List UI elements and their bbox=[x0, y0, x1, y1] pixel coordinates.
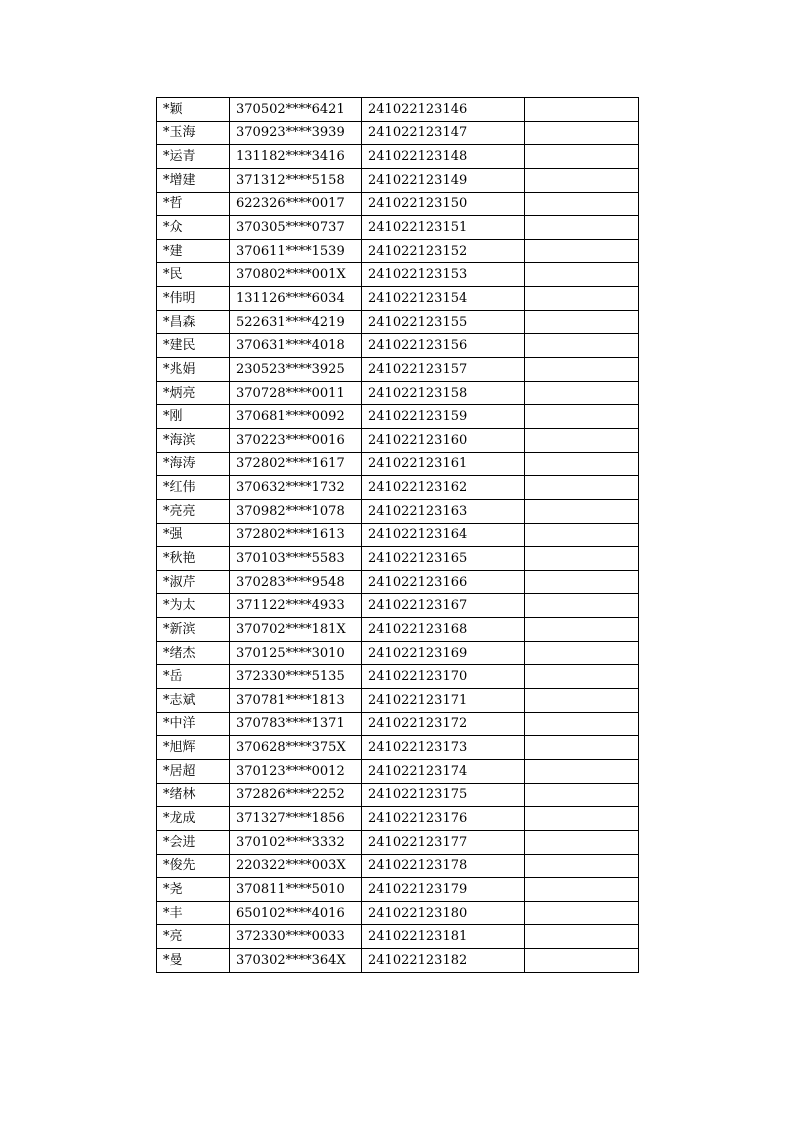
table-row bbox=[157, 476, 639, 500]
id-number-cell: 370125****3010 bbox=[230, 641, 362, 665]
name-cell: *岳 bbox=[157, 665, 230, 689]
serial-number-cell: 241022123157 bbox=[362, 358, 525, 382]
table-row bbox=[157, 641, 639, 665]
id-number-cell: 370702****181X bbox=[230, 618, 362, 642]
table-row bbox=[157, 547, 639, 571]
blank-cell bbox=[525, 925, 639, 949]
serial-number-cell: 241022123153 bbox=[362, 263, 525, 287]
blank-cell bbox=[525, 239, 639, 263]
serial-number-cell: 241022123150 bbox=[362, 192, 525, 216]
name-cell: *志斌 bbox=[157, 689, 230, 713]
id-number-cell: 370783****1371 bbox=[230, 712, 362, 736]
blank-cell bbox=[525, 168, 639, 192]
serial-number-cell: 241022123179 bbox=[362, 878, 525, 902]
serial-number-cell: 241022123163 bbox=[362, 499, 525, 523]
table-row bbox=[157, 263, 639, 287]
blank-cell bbox=[525, 263, 639, 287]
name-cell: *昌森 bbox=[157, 310, 230, 334]
table-row bbox=[157, 381, 639, 405]
table-row bbox=[157, 334, 639, 358]
id-number-cell: 371122****4933 bbox=[230, 594, 362, 618]
serial-number-cell: 241022123171 bbox=[362, 689, 525, 713]
table-row bbox=[157, 145, 639, 169]
id-number-cell: 371312****5158 bbox=[230, 168, 362, 192]
name-cell: *伟明 bbox=[157, 287, 230, 311]
id-number-cell: 370681****0092 bbox=[230, 405, 362, 429]
table-row bbox=[157, 523, 639, 547]
table-row bbox=[157, 239, 639, 263]
table-row bbox=[157, 168, 639, 192]
serial-number-cell: 241022123181 bbox=[362, 925, 525, 949]
name-cell: *秋艳 bbox=[157, 547, 230, 571]
id-number-cell: 370123****0012 bbox=[230, 759, 362, 783]
serial-number-cell: 241022123164 bbox=[362, 523, 525, 547]
blank-cell bbox=[525, 499, 639, 523]
table-row bbox=[157, 499, 639, 523]
blank-cell bbox=[525, 547, 639, 571]
blank-cell bbox=[525, 712, 639, 736]
name-cell: *哲 bbox=[157, 192, 230, 216]
table-row bbox=[157, 736, 639, 760]
blank-cell bbox=[525, 523, 639, 547]
serial-number-cell: 241022123146 bbox=[362, 98, 525, 122]
blank-cell bbox=[525, 665, 639, 689]
id-number-cell: 370632****1732 bbox=[230, 476, 362, 500]
roster-table-body bbox=[157, 98, 639, 973]
name-cell: *海涛 bbox=[157, 452, 230, 476]
blank-cell bbox=[525, 807, 639, 831]
table-row bbox=[157, 830, 639, 854]
id-number-cell: 370502****6421 bbox=[230, 98, 362, 122]
blank-cell bbox=[525, 334, 639, 358]
id-number-cell: 220322****003X bbox=[230, 854, 362, 878]
table-row bbox=[157, 712, 639, 736]
table-row bbox=[157, 901, 639, 925]
id-number-cell: 230523****3925 bbox=[230, 358, 362, 382]
name-cell: *丰 bbox=[157, 901, 230, 925]
blank-cell bbox=[525, 192, 639, 216]
serial-number-cell: 241022123161 bbox=[362, 452, 525, 476]
id-number-cell: 370611****1539 bbox=[230, 239, 362, 263]
blank-cell bbox=[525, 121, 639, 145]
serial-number-cell: 241022123175 bbox=[362, 783, 525, 807]
id-number-cell: 370781****1813 bbox=[230, 689, 362, 713]
blank-cell bbox=[525, 381, 639, 405]
name-cell: *运青 bbox=[157, 145, 230, 169]
blank-cell bbox=[525, 145, 639, 169]
id-number-cell: 370283****9548 bbox=[230, 570, 362, 594]
id-number-cell: 372826****2252 bbox=[230, 783, 362, 807]
serial-number-cell: 241022123160 bbox=[362, 428, 525, 452]
name-cell: *兆娟 bbox=[157, 358, 230, 382]
blank-cell bbox=[525, 641, 639, 665]
table-row bbox=[157, 216, 639, 240]
blank-cell bbox=[525, 759, 639, 783]
id-number-cell: 370923****3939 bbox=[230, 121, 362, 145]
table-row bbox=[157, 570, 639, 594]
table-row bbox=[157, 121, 639, 145]
id-number-cell: 370103****5583 bbox=[230, 547, 362, 571]
table-row bbox=[157, 310, 639, 334]
name-cell: *建民 bbox=[157, 334, 230, 358]
table-row bbox=[157, 878, 639, 902]
blank-cell bbox=[525, 594, 639, 618]
blank-cell bbox=[525, 854, 639, 878]
serial-number-cell: 241022123148 bbox=[362, 145, 525, 169]
id-number-cell: 131126****6034 bbox=[230, 287, 362, 311]
blank-cell bbox=[525, 98, 639, 122]
serial-number-cell: 241022123180 bbox=[362, 901, 525, 925]
blank-cell bbox=[525, 901, 639, 925]
name-cell: *绪杰 bbox=[157, 641, 230, 665]
serial-number-cell: 241022123154 bbox=[362, 287, 525, 311]
name-cell: *海滨 bbox=[157, 428, 230, 452]
serial-number-cell: 241022123162 bbox=[362, 476, 525, 500]
name-cell: *居超 bbox=[157, 759, 230, 783]
table-row bbox=[157, 452, 639, 476]
table-row bbox=[157, 405, 639, 429]
blank-cell bbox=[525, 287, 639, 311]
id-number-cell: 370223****0016 bbox=[230, 428, 362, 452]
id-number-cell: 370631****4018 bbox=[230, 334, 362, 358]
blank-cell bbox=[525, 216, 639, 240]
name-cell: *绪林 bbox=[157, 783, 230, 807]
serial-number-cell: 241022123168 bbox=[362, 618, 525, 642]
serial-number-cell: 241022123159 bbox=[362, 405, 525, 429]
table-row bbox=[157, 689, 639, 713]
serial-number-cell: 241022123178 bbox=[362, 854, 525, 878]
id-number-cell: 372330****5135 bbox=[230, 665, 362, 689]
id-number-cell: 371327****1856 bbox=[230, 807, 362, 831]
blank-cell bbox=[525, 428, 639, 452]
blank-cell bbox=[525, 310, 639, 334]
table-row bbox=[157, 192, 639, 216]
serial-number-cell: 241022123158 bbox=[362, 381, 525, 405]
blank-cell bbox=[525, 405, 639, 429]
serial-number-cell: 241022123182 bbox=[362, 949, 525, 973]
blank-cell bbox=[525, 949, 639, 973]
serial-number-cell: 241022123172 bbox=[362, 712, 525, 736]
name-cell: *尧 bbox=[157, 878, 230, 902]
name-cell: *刚 bbox=[157, 405, 230, 429]
blank-cell bbox=[525, 878, 639, 902]
blank-cell bbox=[525, 783, 639, 807]
table-row bbox=[157, 949, 639, 973]
serial-number-cell: 241022123155 bbox=[362, 310, 525, 334]
id-number-cell: 372802****1613 bbox=[230, 523, 362, 547]
id-number-cell: 370302****364X bbox=[230, 949, 362, 973]
table-row bbox=[157, 358, 639, 382]
id-number-cell: 370728****0011 bbox=[230, 381, 362, 405]
serial-number-cell: 241022123177 bbox=[362, 830, 525, 854]
name-cell: *炳亮 bbox=[157, 381, 230, 405]
blank-cell bbox=[525, 570, 639, 594]
table-row bbox=[157, 854, 639, 878]
name-cell: *新滨 bbox=[157, 618, 230, 642]
id-number-cell: 370802****001X bbox=[230, 263, 362, 287]
table-row bbox=[157, 665, 639, 689]
serial-number-cell: 241022123152 bbox=[362, 239, 525, 263]
name-cell: *颖 bbox=[157, 98, 230, 122]
serial-number-cell: 241022123176 bbox=[362, 807, 525, 831]
serial-number-cell: 241022123167 bbox=[362, 594, 525, 618]
name-cell: *俊先 bbox=[157, 854, 230, 878]
id-number-cell: 131182****3416 bbox=[230, 145, 362, 169]
id-number-cell: 370811****5010 bbox=[230, 878, 362, 902]
id-number-cell: 370102****3332 bbox=[230, 830, 362, 854]
serial-number-cell: 241022123173 bbox=[362, 736, 525, 760]
name-cell: *龙成 bbox=[157, 807, 230, 831]
name-cell: *亮亮 bbox=[157, 499, 230, 523]
name-cell: *玉海 bbox=[157, 121, 230, 145]
name-cell: *旭辉 bbox=[157, 736, 230, 760]
blank-cell bbox=[525, 689, 639, 713]
id-number-cell: 370982****1078 bbox=[230, 499, 362, 523]
roster-table bbox=[156, 97, 639, 973]
table-row bbox=[157, 594, 639, 618]
table-row bbox=[157, 618, 639, 642]
serial-number-cell: 241022123156 bbox=[362, 334, 525, 358]
serial-number-cell: 241022123169 bbox=[362, 641, 525, 665]
table-row bbox=[157, 783, 639, 807]
name-cell: *众 bbox=[157, 216, 230, 240]
blank-cell bbox=[525, 358, 639, 382]
name-cell: *会进 bbox=[157, 830, 230, 854]
id-number-cell: 372330****0033 bbox=[230, 925, 362, 949]
blank-cell bbox=[525, 452, 639, 476]
id-number-cell: 370628****375X bbox=[230, 736, 362, 760]
table-row bbox=[157, 428, 639, 452]
id-number-cell: 522631****4219 bbox=[230, 310, 362, 334]
name-cell: *建 bbox=[157, 239, 230, 263]
blank-cell bbox=[525, 618, 639, 642]
blank-cell bbox=[525, 830, 639, 854]
id-number-cell: 622326****0017 bbox=[230, 192, 362, 216]
name-cell: *淑芹 bbox=[157, 570, 230, 594]
serial-number-cell: 241022123147 bbox=[362, 121, 525, 145]
serial-number-cell: 241022123151 bbox=[362, 216, 525, 240]
name-cell: *民 bbox=[157, 263, 230, 287]
blank-cell bbox=[525, 736, 639, 760]
table-row bbox=[157, 925, 639, 949]
name-cell: *亮 bbox=[157, 925, 230, 949]
table-row bbox=[157, 98, 639, 122]
table-row bbox=[157, 759, 639, 783]
name-cell: *增建 bbox=[157, 168, 230, 192]
name-cell: *曼 bbox=[157, 949, 230, 973]
id-number-cell: 370305****0737 bbox=[230, 216, 362, 240]
name-cell: *为太 bbox=[157, 594, 230, 618]
name-cell: *中洋 bbox=[157, 712, 230, 736]
name-cell: *红伟 bbox=[157, 476, 230, 500]
id-number-cell: 372802****1617 bbox=[230, 452, 362, 476]
serial-number-cell: 241022123170 bbox=[362, 665, 525, 689]
serial-number-cell: 241022123174 bbox=[362, 759, 525, 783]
id-number-cell: 650102****4016 bbox=[230, 901, 362, 925]
table-row bbox=[157, 807, 639, 831]
name-cell: *强 bbox=[157, 523, 230, 547]
serial-number-cell: 241022123149 bbox=[362, 168, 525, 192]
serial-number-cell: 241022123166 bbox=[362, 570, 525, 594]
serial-number-cell: 241022123165 bbox=[362, 547, 525, 571]
table-row bbox=[157, 287, 639, 311]
blank-cell bbox=[525, 476, 639, 500]
